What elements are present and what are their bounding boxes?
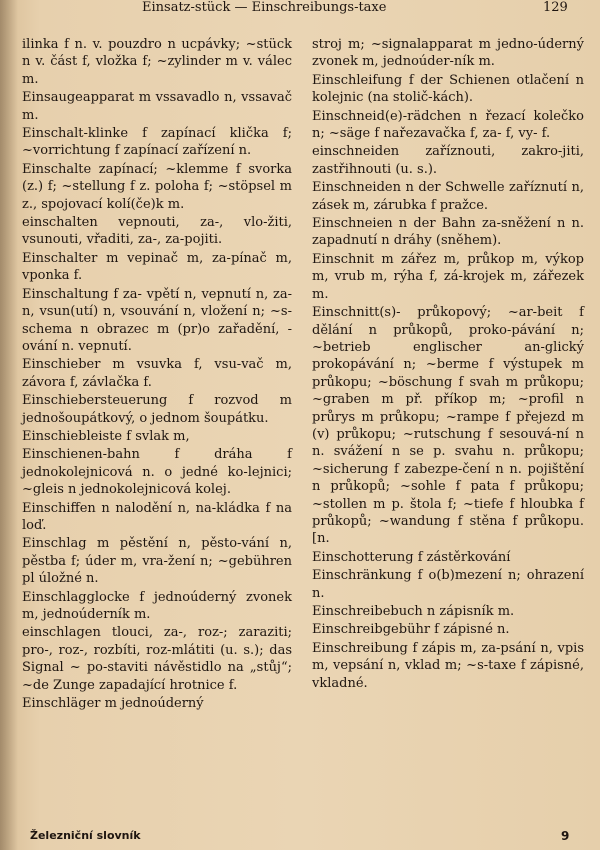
dictionary-entry: Einschalte zapínací; ~klemme f svorka (z.) f; ~stellung f z. poloha f; ~stöpsel m z., spojovací kolí(če)k m. <box>22 161 292 212</box>
dictionary-entry: Einschnit m zářez m, průkop m, výkop m, vrub m, rýha f, zá-krojek m, zářezek m. <box>312 251 584 302</box>
dictionary-entry: Einschienen-bahn f dráha f jednokolejnicová n. o jedné ko-lejnici; ~gleis n jednokolejnicová kolej. <box>22 447 292 498</box>
dictionary-entry: Einschotterung f zástěrkování <box>312 549 511 565</box>
dictionary-entry: Einschalter m vepinač m, za-pínač m, vponka f. <box>22 250 292 284</box>
dictionary-entry: Einschleifung f der Schienen otlačení n kolejnic (na stolič-kách). <box>312 72 584 106</box>
dictionary-entry: Einschaltung f za- vpětí n, vepnutí n, za- n, vsun(utí) n, vsouvání n, vložení n; ~s-schema n obrazec m (pr)o zařadění, -ování n. vepnutí. <box>22 286 292 354</box>
dictionary-entry: Einschneiden n der Schwelle zaříznutí n, zásek m, zárubka f pražce. <box>312 180 584 213</box>
dictionary-entry: einschalten vepnouti, za-, vlo-žiti, vsunouti, vřaditi, za-, za-pojiti. <box>22 215 292 248</box>
running-head: Einsatz-stück — Einschreibungs-taxe <box>142 0 387 15</box>
dictionary-entry: Einschieber m vsuvka f, vsu-vač m, závora f, závlačka f. <box>22 357 292 390</box>
footer-book-title: Železniční slovník <box>30 829 141 842</box>
dictionary-entry: Einschlag m pěstění n, pěsto-vání n, pěstba f; úder m, vra-žení n; ~gebühren pl úložné n. <box>22 536 292 587</box>
dictionary-entry: einschlagen tlouci, za-, roz-; zaraziti; pro-, roz-, rozbíti, roz-mlátiti (u. s.); das Signal ~ po-staviti návěstidlo na „stůj“; ~de Zunge zapadající hrotnice f. <box>22 625 292 693</box>
page-footer <box>0 828 600 846</box>
dictionary-entry: Einschreibebuch n zápisník m. <box>312 604 515 619</box>
left-column <box>22 36 292 713</box>
dictionary-entry: stroj m; ~signalapparat m jedno-úderný zvonek m, jednoúder-ník m. <box>312 37 584 70</box>
dictionary-entry: Einschiebleiste f svlak m, <box>22 428 190 444</box>
dictionary-entry: Einschalt-klinke f zapínací klička f; ~vorrichtung f zapínací zařízení n. <box>22 126 292 159</box>
page-number: 129 <box>543 0 568 15</box>
dictionary-entry: Einschneien n der Bahn za-sněžení n n. zapadnutí n dráhy (sněhem). <box>312 216 584 249</box>
dictionary-entry: Einschlagglocke f jednoúderný zvonek m, jednoúderník m. <box>22 589 292 622</box>
dictionary-entry: ilinka f n. v. pouzdro n ucpávky; ~stück n v. část f, vložka f; ~zylinder m v. válec m. <box>22 37 292 87</box>
dictionary-entry: einschneiden zaříznouti, zakro-jiti, zastřihnouti (u. s.). <box>312 144 584 177</box>
dictionary-entry: Einschiffen n nalodění n, na-kládka f na loď. <box>22 500 292 533</box>
page-header <box>0 0 600 18</box>
dictionary-entry: Einschnitt(s)- průkopový; ~ar-beit f dělání n průkopů, proko-pávání n; ~betrieb englischer an-glický prokopávání n; ~berme f výstupek m průkopu; ~böschung f svah m průkopu; ~graben m př. příkop m; ~profil n průrys m průkopu; ~rampe f přejezd m (v) průkopu; ~rutschung f sesouvá-ní n n. svážení n se p. svahu n. průkopu; ~sicherung f zabezpe-čení n n. pojištění n průkopů; ~sohle f pata f průkopu; ~stollen m p. štola f; ~tiefe f hloubka f průkopů; ~wandung f stěna f průkopu. [n. <box>312 305 584 547</box>
gutter-shadow <box>0 0 18 850</box>
dictionary-entry: Einschreibung f zápis m, za-psání n, vpis m, vepsání n, vklad m; ~s-taxe f zápisné, vkladné. <box>312 640 584 691</box>
dictionary-entry: Einschneid(e)-rädchen n řezací kolečko n; ~säge f nařezavačka f, za- f, vy- f. <box>312 108 584 142</box>
dictionary-entry: Einschiebersteuerung f rozvod m jednošoupátkový, o jednom šoupátku. <box>22 393 292 426</box>
dictionary-entry: Einsaugeapparat m vssavadlo n, vssavač m. <box>22 90 292 123</box>
dictionary-entry: Einschläger m jednoúderný <box>22 696 204 712</box>
dictionary-entry: Einschreibgebühr f zápisné n. <box>312 622 510 638</box>
dictionary-entry: Einschränkung f o(b)mezení n; ohrazení n. <box>312 568 584 601</box>
footer-sheet-number: 9 <box>561 829 570 843</box>
right-column <box>312 36 584 693</box>
